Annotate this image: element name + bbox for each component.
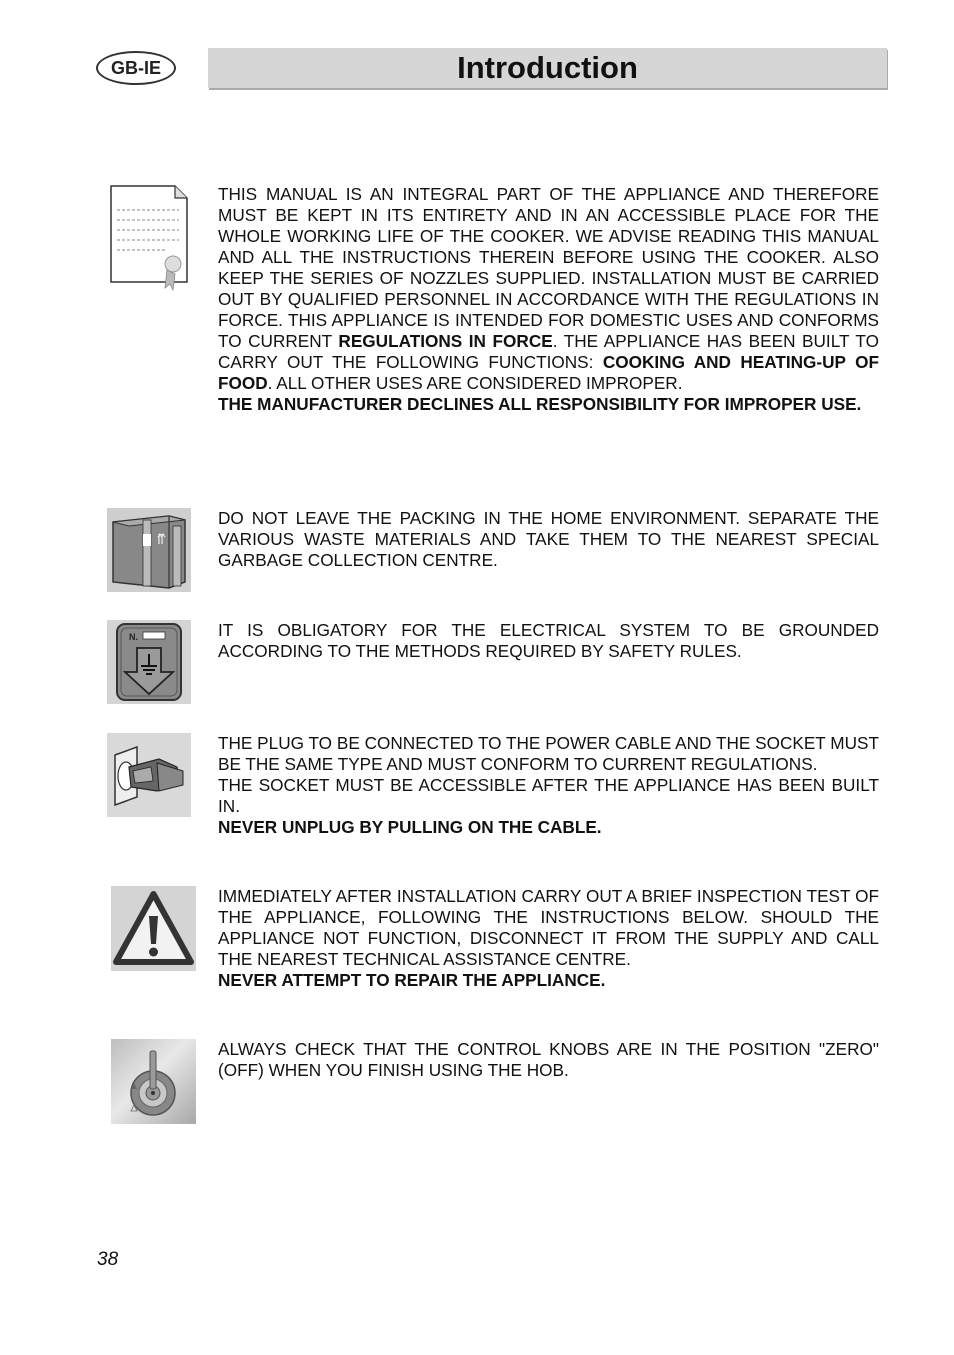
section-manual-text bbox=[218, 184, 879, 415]
knob-paragraph: ALWAYS CHECK THAT THE CONTROL KNOBS ARE IN THE POSITION "ZERO" (OFF) WHEN YOU FINISH USING THE HOB. bbox=[218, 1039, 879, 1080]
region-badge: GB-IE bbox=[96, 51, 176, 85]
inspection-paragraph: IMMEDIATELY AFTER INSTALLATION CARRY OUT A BRIEF INSPECTION TEST OF THE APPLIANCE, FOLLOWING THE INSTRUCTIONS BELOW. SHOULD THE APPLIANCE NOT FUNCTION, DISCONNECT IT FROM THE SUPPLY AND CALL THE NEAREST TECHNICAL ASSISTANCE CENTRE. bbox=[218, 886, 879, 969]
section-ground-text bbox=[218, 620, 879, 662]
plug-socket-icon bbox=[107, 733, 191, 817]
ground-paragraph: IT IS OBLIGATORY FOR THE ELECTRICAL SYSTEM TO BE GROUNDED ACCORDING TO THE METHODS REQUIRED BY SAFETY RULES. bbox=[218, 620, 879, 661]
manual-document-icon bbox=[109, 184, 189, 294]
section-knob-text bbox=[218, 1039, 879, 1081]
repair-warning: NEVER ATTEMPT TO REPAIR THE APPLIANCE. bbox=[218, 970, 606, 990]
section-warning-text bbox=[218, 886, 879, 991]
socket-paragraph: THE SOCKET MUST BE ACCESSIBLE AFTER THE APPLIANCE HAS BEEN BUILT IN. bbox=[218, 775, 879, 816]
plug-paragraph: THE PLUG TO BE CONNECTED TO THE POWER CABLE AND THE SOCKET MUST BE THE SAME TYPE AND MUST CONFORM TO CURRENT REGULATIONS. bbox=[218, 733, 879, 774]
warning-triangle-icon bbox=[111, 886, 196, 971]
packing-box-icon bbox=[107, 508, 191, 592]
page-title: Introduction bbox=[208, 48, 887, 88]
manual-paragraph: THIS MANUAL IS AN INTEGRAL PART OF THE APPLIANCE AND THEREFORE MUST BE KEPT IN ITS ENTIRETY AND IN AN ACCESSIBLE PLACE FOR THE WHOLE WORKING LIFE OF THE COOKER. WE ADVISE READING THIS MANUAL AND ALL THE INSTRUCTIONS THEREIN BEFORE USING THE COOKER. ALSO KEEP THE SERIES OF NOZZLES SUPPLIED. INSTALLATION MUST BE CARRIED OUT BY QUALIFIED PERSONNEL IN ACCORDANCE WITH THE REGULATIONS IN FORCE. THIS APPLIANCE IS INTENDED FOR DOMESTIC USES AND CONFORMS TO CURRENT REGULATIONS IN FORCE. THE APPLIANCE HAS BEEN BUILT TO CARRY OUT THE FOLLOWING FUNCTIONS: COOKING AND HEATING-UP OF FOOD. ALL OTHER USES ARE CONSIDERED IMPROPER. bbox=[218, 184, 879, 393]
ground-plate-label: N. bbox=[129, 632, 138, 642]
control-knob-icon bbox=[111, 1039, 196, 1124]
page-number: 38 bbox=[97, 1249, 119, 1270]
section-packing-text bbox=[218, 508, 879, 571]
packing-paragraph: DO NOT LEAVE THE PACKING IN THE HOME ENVIRONMENT. SEPARATE THE VARIOUS WASTE MATERIALS AND TAKE THEM TO THE NEAREST SPECIAL GARBAGE COLLECTION CENTRE. bbox=[218, 508, 879, 570]
plug-warning: NEVER UNPLUG BY PULLING ON THE CABLE. bbox=[218, 817, 602, 837]
section-plug-text bbox=[218, 733, 879, 838]
manual-disclaimer: THE MANUFACTURER DECLINES ALL RESPONSIBILITY FOR IMPROPER USE. bbox=[218, 394, 862, 414]
ground-symbol-icon bbox=[107, 620, 191, 704]
